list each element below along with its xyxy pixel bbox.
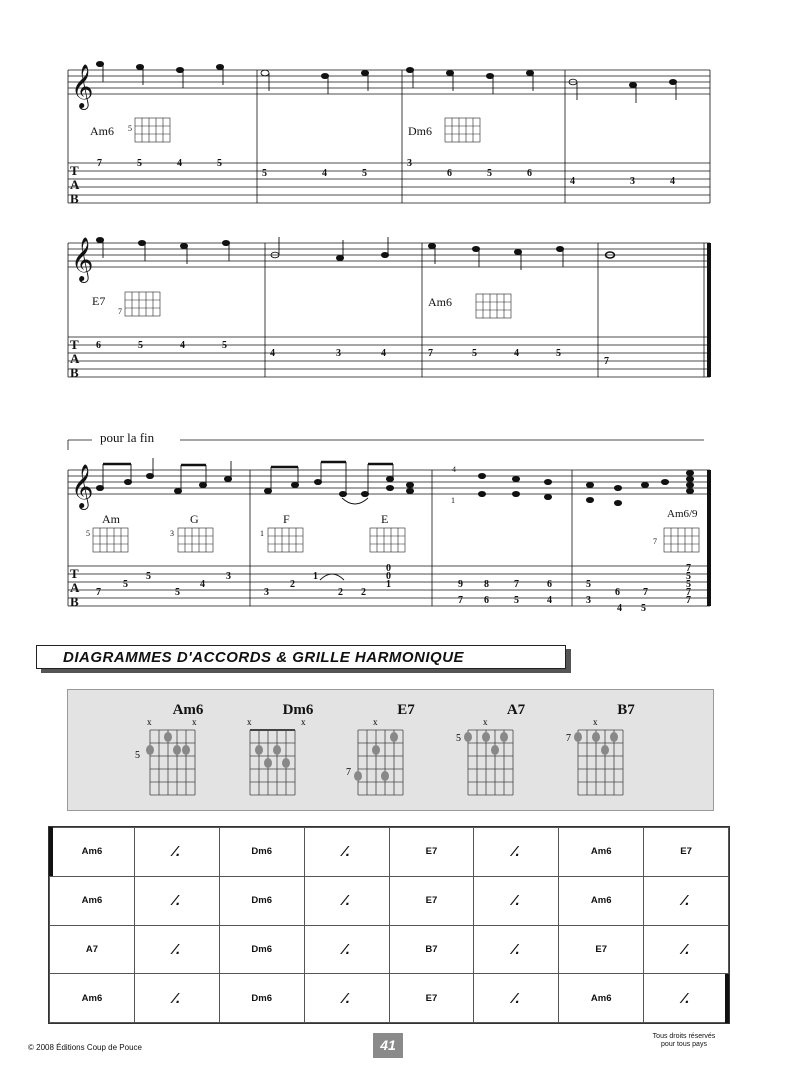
svg-text:4: 4 [570,176,575,187]
svg-text:4: 4 [180,340,185,351]
svg-text:𝄞: 𝄞 [71,66,94,108]
chord-diagram-am6 [128,690,248,810]
fingering-mark: 4 [452,465,456,474]
grid-repeat: ⁄. [304,828,389,877]
chord-name: Am6 [172,702,204,718]
svg-text:1: 1 [386,579,391,590]
svg-text:7: 7 [514,579,519,590]
svg-text:3: 3 [264,587,269,598]
grid-repeat: ⁄. [134,974,219,1023]
mute-mark: x [247,717,252,727]
grid-cell: E7 [389,828,474,877]
svg-text:5: 5 [217,158,222,169]
mute-mark: x [373,717,378,727]
chord-label-am6: Am6 [90,124,114,138]
grid-cell: E7 [559,925,644,974]
svg-text:4: 4 [322,168,327,179]
svg-text:5: 5 [362,168,367,179]
harmonic-grid [48,826,730,1024]
rights-line: pour tous pays [661,1041,707,1048]
section-title: DIAGRAMMES D'ACCORDS & GRILLE HARMONIQUE [36,645,566,669]
grid-cell: Dm6 [219,974,304,1023]
tab-letter: T [70,337,79,352]
svg-text:2: 2 [361,587,366,598]
svg-text:3: 3 [336,348,341,359]
grid-cell: Am6 [50,974,135,1023]
tab-letter: A [70,351,80,366]
svg-text:4: 4 [617,603,622,614]
grid-repeat: ⁄. [474,828,559,877]
svg-text:0: 0 [386,571,391,582]
chord-diagrams-panel [67,689,714,811]
svg-text:3: 3 [226,571,231,582]
fret-number: 7 [346,767,351,778]
svg-text:0: 0 [386,563,391,574]
svg-text:7: 7 [96,587,101,598]
notes-system-2 [96,237,614,270]
svg-text:7: 7 [97,158,102,169]
grid-cell: Dm6 [219,828,304,877]
rights-line: Tous droits réservés [652,1033,716,1040]
chord-diagram-e7 [346,690,466,810]
svg-text:𝄞: 𝄞 [71,239,94,281]
chord-name: Dm6 [282,702,314,718]
grid-repeat: ⁄. [474,876,559,925]
tab-letter: B [70,365,79,380]
fret-number: 5 [135,750,140,761]
svg-text:2: 2 [290,579,295,590]
grid-cell: Dm6 [219,876,304,925]
svg-text:5: 5 [556,348,561,359]
page-number: 41 [373,1033,403,1058]
chord-name: B7 [617,702,635,718]
mute-mark: x [192,717,197,727]
chord-label-am69: Am6/9 [667,508,698,520]
svg-text:5: 5 [641,603,646,614]
svg-text:5: 5 [262,168,267,179]
tab-numbers-system-2 [96,340,609,367]
mute-mark: x [301,717,306,727]
rights-text [639,1033,729,1049]
chord-label-e7: E7 [92,294,106,308]
fret-marker: 5 [86,529,90,538]
fret-marker: 7 [118,307,122,316]
mute-mark: x [593,717,598,727]
grid-repeat: ⁄. [474,925,559,974]
svg-text:3: 3 [586,595,591,606]
svg-text:5: 5 [146,571,151,582]
svg-text:5: 5 [472,348,477,359]
chord-diagram-a7 [456,690,576,810]
mute-mark: x [483,717,488,727]
chord-label-f: F [283,512,290,526]
fret-marker: 1 [260,529,264,538]
tab-letter: A [70,580,80,595]
svg-text:7: 7 [686,587,691,598]
grid-cell: E7 [644,828,729,877]
chord-diagram-dm6 [238,690,358,810]
grid-cell: Am6 [559,828,644,877]
chord-label-am: Am [102,512,120,526]
svg-text:9: 9 [458,579,463,590]
tab-letter: T [70,163,79,178]
grid-repeat: ⁄. [474,974,559,1023]
svg-text:6: 6 [615,587,620,598]
fret-marker: 7 [653,537,657,546]
grid-repeat: ⁄. [644,925,729,974]
svg-text:7: 7 [604,356,609,367]
svg-text:7: 7 [458,595,463,606]
grid-repeat: ⁄. [134,876,219,925]
grid-cell: Am6 [559,876,644,925]
chord-label-e: E [381,512,389,526]
svg-text:4: 4 [547,595,552,606]
grid-cell: E7 [389,974,474,1023]
svg-text:5: 5 [514,595,519,606]
svg-text:5: 5 [137,158,142,169]
svg-text:4: 4 [514,348,519,359]
mute-mark: x [147,717,152,727]
chord-name: E7 [397,702,415,718]
fret-marker: 3 [170,529,174,538]
svg-text:4: 4 [670,176,675,187]
svg-text:5: 5 [686,579,691,590]
svg-text:7: 7 [686,595,691,606]
chord-label-g: G [190,512,199,526]
grid-cell: Am6 [50,876,135,925]
staff-system-2 [68,243,710,377]
svg-text:𝄞: 𝄞 [71,466,94,508]
tab-letter: A [70,177,80,192]
svg-text:4: 4 [270,348,275,359]
svg-text:1: 1 [313,571,318,582]
grid-cell: Am6 [559,974,644,1023]
chord-name: A7 [506,702,526,718]
svg-text:4: 4 [381,348,386,359]
svg-text:7: 7 [643,587,648,598]
copyright-text: © 2008 Éditions Coup de Pouce [28,1043,142,1052]
svg-text:5: 5 [222,340,227,351]
tab-letter: B [70,594,79,609]
svg-text:3: 3 [407,158,412,169]
pour-la-fin-label: pour la fin [100,430,155,445]
svg-text:5: 5 [487,168,492,179]
chord-label-dm6: Dm6 [408,124,432,138]
fingering-mark: 1 [451,496,455,505]
svg-text:4: 4 [200,579,205,590]
svg-text:8: 8 [484,579,489,590]
svg-text:6: 6 [447,168,452,179]
chord-label-am6: Am6 [428,295,452,309]
svg-text:5: 5 [175,587,180,598]
svg-text:7: 7 [428,348,433,359]
staff-system-1 [68,70,710,203]
svg-text:6: 6 [484,595,489,606]
mini-chord-diagrams [93,118,699,552]
svg-text:2: 2 [338,587,343,598]
svg-text:5: 5 [586,579,591,590]
svg-text:6: 6 [96,340,101,351]
grid-repeat: ⁄. [134,828,219,877]
svg-text:5: 5 [123,579,128,590]
svg-text:5: 5 [686,571,691,582]
grid-cell: E7 [389,876,474,925]
grid-cell: B7 [389,925,474,974]
svg-text:6: 6 [547,579,552,590]
fret-marker: 5 [128,124,132,133]
grid-repeat: ⁄. [644,974,729,1023]
chord-diagram-b7 [566,690,686,810]
grid-repeat: ⁄. [134,925,219,974]
grid-repeat: ⁄. [304,974,389,1023]
svg-text:4: 4 [177,158,182,169]
svg-text:6: 6 [527,168,532,179]
fret-number: 5 [456,733,461,744]
grid-cell: A7 [50,925,135,974]
grid-repeat: ⁄. [304,876,389,925]
tab-letter: T [70,566,79,581]
tab-numbers-system-1 [97,158,675,187]
grid-cell: Dm6 [219,925,304,974]
svg-text:7: 7 [686,563,691,574]
grid-repeat: ⁄. [644,876,729,925]
tab-letter: B [70,191,79,206]
grid-repeat: ⁄. [304,925,389,974]
fret-number: 7 [566,733,571,744]
grid-cell: Am6 [50,828,135,877]
svg-text:5: 5 [138,340,143,351]
svg-text:3: 3 [630,176,635,187]
